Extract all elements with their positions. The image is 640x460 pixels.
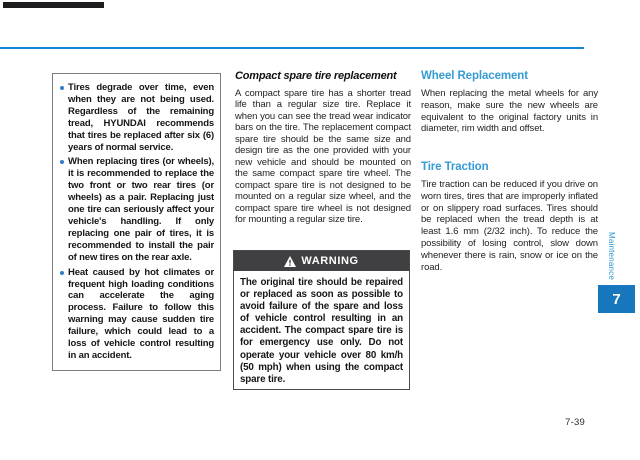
section-heading-tire-traction: Tire Traction xyxy=(421,161,489,173)
bullet-dot-icon xyxy=(60,271,64,275)
note-bullet-item xyxy=(59,156,214,263)
warning-label: WARNING xyxy=(301,255,359,267)
warning-header xyxy=(234,251,409,271)
bullet-dot-icon xyxy=(60,160,64,164)
tire-traction-body: Tire traction can be reduced if you drive on worn tires, tires that are improperly inflated or on slippery road surfaces. Tires should be replaced when the tread depth is at least 1.6 mm (2/32 inch). To reduce the possibility of losing control, slow down whenever there is rain, snow or ice on the road. xyxy=(421,179,598,273)
top-black-bar xyxy=(3,2,104,8)
chapter-tab-number: 7 xyxy=(598,285,635,313)
page-number: 7-39 xyxy=(565,417,585,428)
note-bullet-text: When replacing tires (or wheels), it is recommended to replace the two front or two rear tires (or wheels) as a pair. Replacing just one tire can seriously affect your vehicle's handling. If only replacing one pair of tires, it is recommended to install the pair of new tires on the rear axle. xyxy=(68,156,214,263)
tire-notes-box xyxy=(52,73,221,371)
header-rule xyxy=(0,47,584,49)
section-heading-wheel-replacement: Wheel Replacement xyxy=(421,70,528,82)
compact-spare-body: A compact spare tire has a shorter tread life than a regular size tire. Replace it when you can see the tread wear indicator bars on the tire. The replacement compact spare tire should be the same size and design tire as the one provided with your new vehicle and should be mounted on the same compact spare tire wheel. The compact spare tire is not designed to be mounted on a regular size wheel, and the compact spare tire wheel is not designed for mounting a regular size tire. xyxy=(235,88,411,225)
warning-box xyxy=(233,250,410,390)
note-bullet-item xyxy=(59,82,214,153)
warning-triangle-icon xyxy=(284,256,296,267)
note-bullet-text: Heat caused by hot climates or frequent high loading conditions can accelerate the aging process. Failure to follow this warning may cause sudden tire failure, which could lead to a loss of vehicle control resulting in an accident. xyxy=(68,266,214,361)
wheel-replacement-body: When replacing the metal wheels for any reason, make sure the new wheels are equivalent to the original factory units in diameter, rim width and offset. xyxy=(421,88,598,135)
section-title-compact-spare: Compact spare tire replacement xyxy=(235,70,397,82)
note-bullet-item xyxy=(59,267,214,362)
bullet-dot-icon xyxy=(60,86,64,90)
note-bullet-text: Tires degrade over time, even when they are not being used. Regardless of the remaining tread, HYUNDAI recommends that tires be replaced after six (6) years of normal service. xyxy=(68,82,214,153)
warning-body: The original tire should be repaired or replaced as soon as possible to avoid failure of the spare and loss of vehicle control resulting in an accident. The compact spare tire is for emergency use only. Do not operate your vehicle over 80 km/h (50 mph) when using the compact spare tire. xyxy=(240,277,403,385)
chapter-tab-label: Maintenance xyxy=(607,231,616,280)
